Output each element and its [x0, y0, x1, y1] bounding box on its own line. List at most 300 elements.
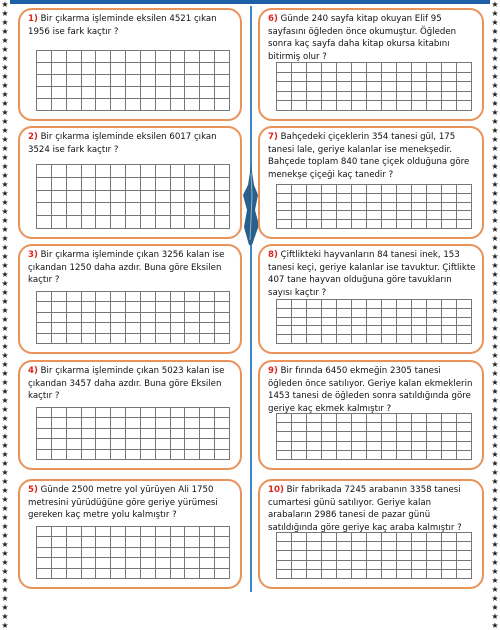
grid-cell[interactable] [367, 92, 382, 102]
grid-cell[interactable] [397, 414, 412, 423]
grid-cell[interactable] [185, 418, 200, 428]
grid-cell[interactable] [82, 75, 97, 87]
grid-cell[interactable] [37, 178, 52, 191]
grid-cell[interactable] [457, 542, 472, 551]
grid-cell[interactable] [427, 561, 442, 570]
grid-cell[interactable] [37, 429, 52, 439]
grid-cell[interactable] [111, 527, 126, 537]
grid-cell[interactable] [352, 561, 367, 570]
grid-cell[interactable] [322, 318, 337, 327]
grid-cell[interactable] [67, 527, 82, 537]
grid-cell[interactable] [322, 194, 337, 203]
grid-cell[interactable] [352, 551, 367, 560]
grid-cell[interactable] [52, 51, 67, 63]
answer-grid-3[interactable] [36, 291, 230, 344]
grid-cell[interactable] [367, 570, 382, 579]
grid-cell[interactable] [200, 99, 215, 111]
grid-cell[interactable] [126, 418, 141, 428]
grid-cell[interactable] [307, 309, 322, 318]
grid-cell[interactable] [200, 527, 215, 537]
grid-cell[interactable] [427, 551, 442, 560]
grid-cell[interactable] [367, 335, 382, 344]
grid-cell[interactable] [442, 432, 457, 441]
grid-cell[interactable] [82, 87, 97, 99]
grid-cell[interactable] [322, 92, 337, 102]
grid-cell[interactable] [82, 292, 97, 302]
grid-cell[interactable] [215, 165, 230, 178]
grid-cell[interactable] [141, 99, 156, 111]
grid-cell[interactable] [307, 561, 322, 570]
grid-cell[interactable] [322, 451, 337, 460]
grid-cell[interactable] [67, 558, 82, 568]
grid-cell[interactable] [322, 185, 337, 194]
grid-cell[interactable] [292, 326, 307, 335]
grid-cell[interactable] [200, 334, 215, 344]
grid-cell[interactable] [292, 194, 307, 203]
grid-cell[interactable] [307, 423, 322, 432]
grid-cell[interactable] [457, 73, 472, 83]
grid-cell[interactable] [215, 558, 230, 568]
grid-cell[interactable] [200, 537, 215, 547]
grid-cell[interactable] [171, 548, 186, 558]
grid-cell[interactable] [37, 323, 52, 333]
grid-cell[interactable] [337, 432, 352, 441]
grid-cell[interactable] [96, 527, 111, 537]
grid-cell[interactable] [277, 63, 292, 73]
grid-cell[interactable] [412, 318, 427, 327]
grid-cell[interactable] [67, 216, 82, 229]
grid-cell[interactable] [367, 300, 382, 309]
grid-cell[interactable] [352, 318, 367, 327]
grid-cell[interactable] [352, 300, 367, 309]
grid-cell[interactable] [185, 191, 200, 204]
grid-cell[interactable] [352, 335, 367, 344]
grid-cell[interactable] [126, 439, 141, 449]
grid-cell[interactable] [352, 423, 367, 432]
grid-cell[interactable] [352, 101, 367, 111]
grid-cell[interactable] [111, 558, 126, 568]
grid-cell[interactable] [277, 442, 292, 451]
grid-cell[interactable] [215, 75, 230, 87]
grid-cell[interactable] [156, 165, 171, 178]
grid-cell[interactable] [307, 82, 322, 92]
grid-cell[interactable] [52, 450, 67, 460]
grid-cell[interactable] [367, 309, 382, 318]
grid-cell[interactable] [82, 323, 97, 333]
grid-cell[interactable] [52, 165, 67, 178]
grid-cell[interactable] [337, 326, 352, 335]
grid-cell[interactable] [67, 429, 82, 439]
grid-cell[interactable] [277, 414, 292, 423]
grid-cell[interactable] [337, 423, 352, 432]
grid-cell[interactable] [82, 178, 97, 191]
grid-cell[interactable] [367, 211, 382, 220]
grid-cell[interactable] [111, 75, 126, 87]
grid-cell[interactable] [457, 326, 472, 335]
grid-cell[interactable] [141, 87, 156, 99]
grid-cell[interactable] [52, 99, 67, 111]
grid-cell[interactable] [367, 101, 382, 111]
grid-cell[interactable] [215, 313, 230, 323]
grid-cell[interactable] [185, 548, 200, 558]
grid-cell[interactable] [457, 561, 472, 570]
grid-cell[interactable] [126, 292, 141, 302]
grid-cell[interactable] [457, 300, 472, 309]
grid-cell[interactable] [52, 63, 67, 75]
grid-cell[interactable] [322, 561, 337, 570]
grid-cell[interactable] [111, 408, 126, 418]
grid-cell[interactable] [367, 533, 382, 542]
grid-cell[interactable] [442, 309, 457, 318]
grid-cell[interactable] [322, 63, 337, 73]
grid-cell[interactable] [111, 99, 126, 111]
grid-cell[interactable] [200, 323, 215, 333]
grid-cell[interactable] [185, 323, 200, 333]
grid-cell[interactable] [96, 313, 111, 323]
grid-cell[interactable] [277, 318, 292, 327]
grid-cell[interactable] [156, 323, 171, 333]
grid-cell[interactable] [156, 429, 171, 439]
grid-cell[interactable] [200, 429, 215, 439]
grid-cell[interactable] [67, 87, 82, 99]
grid-cell[interactable] [292, 92, 307, 102]
grid-cell[interactable] [37, 537, 52, 547]
grid-cell[interactable] [215, 418, 230, 428]
grid-cell[interactable] [277, 92, 292, 102]
grid-cell[interactable] [352, 451, 367, 460]
grid-cell[interactable] [96, 178, 111, 191]
grid-cell[interactable] [277, 211, 292, 220]
grid-cell[interactable] [367, 194, 382, 203]
grid-cell[interactable] [352, 220, 367, 229]
grid-cell[interactable] [277, 423, 292, 432]
grid-cell[interactable] [67, 75, 82, 87]
grid-cell[interactable] [215, 323, 230, 333]
grid-cell[interactable] [382, 185, 397, 194]
grid-cell[interactable] [185, 537, 200, 547]
grid-cell[interactable] [442, 92, 457, 102]
grid-cell[interactable] [397, 423, 412, 432]
grid-cell[interactable] [37, 558, 52, 568]
grid-cell[interactable] [442, 442, 457, 451]
grid-cell[interactable] [427, 101, 442, 111]
grid-cell[interactable] [382, 73, 397, 83]
grid-cell[interactable] [457, 335, 472, 344]
grid-cell[interactable] [277, 194, 292, 203]
grid-cell[interactable] [141, 51, 156, 63]
grid-cell[interactable] [215, 569, 230, 579]
grid-cell[interactable] [171, 302, 186, 312]
grid-cell[interactable] [337, 73, 352, 83]
grid-cell[interactable] [382, 432, 397, 441]
grid-cell[interactable] [277, 561, 292, 570]
grid-cell[interactable] [37, 313, 52, 323]
grid-cell[interactable] [96, 51, 111, 63]
grid-cell[interactable] [141, 75, 156, 87]
grid-cell[interactable] [292, 220, 307, 229]
grid-cell[interactable] [427, 318, 442, 327]
grid-cell[interactable] [412, 432, 427, 441]
grid-cell[interactable] [412, 570, 427, 579]
grid-cell[interactable] [67, 450, 82, 460]
grid-cell[interactable] [37, 99, 52, 111]
answer-grid-5[interactable] [36, 526, 230, 579]
grid-cell[interactable] [171, 165, 186, 178]
grid-cell[interactable] [185, 408, 200, 418]
grid-cell[interactable] [352, 203, 367, 212]
grid-cell[interactable] [52, 334, 67, 344]
grid-cell[interactable] [397, 211, 412, 220]
grid-cell[interactable] [126, 51, 141, 63]
grid-cell[interactable] [427, 194, 442, 203]
grid-cell[interactable] [382, 551, 397, 560]
grid-cell[interactable] [277, 533, 292, 542]
grid-cell[interactable] [52, 216, 67, 229]
grid-cell[interactable] [307, 92, 322, 102]
grid-cell[interactable] [67, 99, 82, 111]
grid-cell[interactable] [457, 432, 472, 441]
grid-cell[interactable] [337, 570, 352, 579]
grid-cell[interactable] [397, 442, 412, 451]
grid-cell[interactable] [96, 450, 111, 460]
grid-cell[interactable] [412, 194, 427, 203]
grid-cell[interactable] [171, 537, 186, 547]
grid-cell[interactable] [382, 101, 397, 111]
grid-cell[interactable] [126, 165, 141, 178]
grid-cell[interactable] [382, 542, 397, 551]
grid-cell[interactable] [367, 82, 382, 92]
grid-cell[interactable] [442, 300, 457, 309]
grid-cell[interactable] [292, 432, 307, 441]
grid-cell[interactable] [337, 309, 352, 318]
grid-cell[interactable] [126, 313, 141, 323]
grid-cell[interactable] [337, 533, 352, 542]
grid-cell[interactable] [427, 203, 442, 212]
grid-cell[interactable] [141, 408, 156, 418]
grid-cell[interactable] [37, 439, 52, 449]
grid-cell[interactable] [82, 569, 97, 579]
grid-cell[interactable] [457, 101, 472, 111]
grid-cell[interactable] [67, 569, 82, 579]
grid-cell[interactable] [126, 87, 141, 99]
grid-cell[interactable] [382, 423, 397, 432]
grid-cell[interactable] [111, 191, 126, 204]
grid-cell[interactable] [352, 432, 367, 441]
grid-cell[interactable] [412, 335, 427, 344]
grid-cell[interactable] [215, 178, 230, 191]
grid-cell[interactable] [171, 527, 186, 537]
grid-cell[interactable] [215, 439, 230, 449]
grid-cell[interactable] [337, 542, 352, 551]
grid-cell[interactable] [292, 318, 307, 327]
grid-cell[interactable] [96, 418, 111, 428]
grid-cell[interactable] [111, 313, 126, 323]
grid-cell[interactable] [200, 302, 215, 312]
grid-cell[interactable] [215, 429, 230, 439]
grid-cell[interactable] [52, 527, 67, 537]
grid-cell[interactable] [141, 313, 156, 323]
grid-cell[interactable] [397, 203, 412, 212]
grid-cell[interactable] [442, 101, 457, 111]
grid-cell[interactable] [141, 537, 156, 547]
grid-cell[interactable] [277, 326, 292, 335]
grid-cell[interactable] [382, 414, 397, 423]
grid-cell[interactable] [397, 533, 412, 542]
grid-cell[interactable] [382, 335, 397, 344]
grid-cell[interactable] [337, 92, 352, 102]
grid-cell[interactable] [322, 423, 337, 432]
grid-cell[interactable] [156, 75, 171, 87]
grid-cell[interactable] [292, 73, 307, 83]
grid-cell[interactable] [292, 442, 307, 451]
grid-cell[interactable] [457, 203, 472, 212]
grid-cell[interactable] [37, 203, 52, 216]
grid-cell[interactable] [141, 429, 156, 439]
grid-cell[interactable] [307, 451, 322, 460]
grid-cell[interactable] [200, 408, 215, 418]
grid-cell[interactable] [37, 569, 52, 579]
grid-cell[interactable] [457, 194, 472, 203]
grid-cell[interactable] [171, 203, 186, 216]
grid-cell[interactable] [126, 302, 141, 312]
grid-cell[interactable] [397, 309, 412, 318]
grid-cell[interactable] [37, 418, 52, 428]
grid-cell[interactable] [397, 561, 412, 570]
grid-cell[interactable] [442, 194, 457, 203]
grid-cell[interactable] [141, 569, 156, 579]
grid-cell[interactable] [185, 165, 200, 178]
grid-cell[interactable] [397, 335, 412, 344]
grid-cell[interactable] [52, 323, 67, 333]
grid-cell[interactable] [82, 302, 97, 312]
grid-cell[interactable] [171, 191, 186, 204]
grid-cell[interactable] [322, 432, 337, 441]
grid-cell[interactable] [82, 165, 97, 178]
grid-cell[interactable] [382, 326, 397, 335]
grid-cell[interactable] [52, 75, 67, 87]
grid-cell[interactable] [442, 414, 457, 423]
grid-cell[interactable] [156, 63, 171, 75]
grid-cell[interactable] [322, 220, 337, 229]
grid-cell[interactable] [322, 542, 337, 551]
grid-cell[interactable] [277, 73, 292, 83]
grid-cell[interactable] [277, 432, 292, 441]
grid-cell[interactable] [215, 292, 230, 302]
grid-cell[interactable] [427, 211, 442, 220]
grid-cell[interactable] [82, 527, 97, 537]
grid-cell[interactable] [37, 191, 52, 204]
grid-cell[interactable] [277, 220, 292, 229]
grid-cell[interactable] [277, 570, 292, 579]
grid-cell[interactable] [126, 178, 141, 191]
grid-cell[interactable] [337, 300, 352, 309]
grid-cell[interactable] [126, 216, 141, 229]
grid-cell[interactable] [337, 442, 352, 451]
grid-cell[interactable] [322, 570, 337, 579]
answer-grid-4[interactable] [36, 407, 230, 460]
grid-cell[interactable] [307, 432, 322, 441]
grid-cell[interactable] [382, 318, 397, 327]
grid-cell[interactable] [82, 51, 97, 63]
grid-cell[interactable] [156, 203, 171, 216]
grid-cell[interactable] [277, 451, 292, 460]
grid-cell[interactable] [427, 220, 442, 229]
grid-cell[interactable] [367, 423, 382, 432]
grid-cell[interactable] [171, 292, 186, 302]
grid-cell[interactable] [141, 334, 156, 344]
grid-cell[interactable] [322, 300, 337, 309]
grid-cell[interactable] [215, 87, 230, 99]
grid-cell[interactable] [141, 165, 156, 178]
grid-cell[interactable] [307, 63, 322, 73]
grid-cell[interactable] [96, 334, 111, 344]
grid-cell[interactable] [382, 63, 397, 73]
grid-cell[interactable] [185, 558, 200, 568]
grid-cell[interactable] [141, 63, 156, 75]
grid-cell[interactable] [111, 63, 126, 75]
grid-cell[interactable] [82, 418, 97, 428]
grid-cell[interactable] [156, 537, 171, 547]
grid-cell[interactable] [367, 63, 382, 73]
grid-cell[interactable] [156, 313, 171, 323]
grid-cell[interactable] [322, 442, 337, 451]
grid-cell[interactable] [126, 63, 141, 75]
grid-cell[interactable] [442, 423, 457, 432]
grid-cell[interactable] [322, 73, 337, 83]
grid-cell[interactable] [352, 194, 367, 203]
grid-cell[interactable] [126, 323, 141, 333]
grid-cell[interactable] [200, 191, 215, 204]
grid-cell[interactable] [141, 450, 156, 460]
grid-cell[interactable] [156, 548, 171, 558]
grid-cell[interactable] [111, 537, 126, 547]
grid-cell[interactable] [156, 408, 171, 418]
grid-cell[interactable] [171, 99, 186, 111]
grid-cell[interactable] [171, 63, 186, 75]
grid-cell[interactable] [292, 309, 307, 318]
grid-cell[interactable] [307, 551, 322, 560]
grid-cell[interactable] [307, 570, 322, 579]
grid-cell[interactable] [382, 82, 397, 92]
grid-cell[interactable] [215, 537, 230, 547]
grid-cell[interactable] [215, 203, 230, 216]
grid-cell[interactable] [352, 533, 367, 542]
grid-cell[interactable] [215, 302, 230, 312]
grid-cell[interactable] [171, 87, 186, 99]
grid-cell[interactable] [427, 423, 442, 432]
grid-cell[interactable] [156, 334, 171, 344]
grid-cell[interactable] [382, 203, 397, 212]
grid-cell[interactable] [215, 408, 230, 418]
grid-cell[interactable] [382, 194, 397, 203]
grid-cell[interactable] [397, 82, 412, 92]
grid-cell[interactable] [111, 216, 126, 229]
grid-cell[interactable] [322, 414, 337, 423]
grid-cell[interactable] [412, 414, 427, 423]
grid-cell[interactable] [96, 87, 111, 99]
grid-cell[interactable] [352, 211, 367, 220]
grid-cell[interactable] [382, 442, 397, 451]
grid-cell[interactable] [185, 569, 200, 579]
grid-cell[interactable] [352, 185, 367, 194]
grid-cell[interactable] [412, 561, 427, 570]
grid-cell[interactable] [412, 211, 427, 220]
grid-cell[interactable] [442, 570, 457, 579]
grid-cell[interactable] [292, 335, 307, 344]
grid-cell[interactable] [52, 548, 67, 558]
grid-cell[interactable] [292, 542, 307, 551]
grid-cell[interactable] [126, 191, 141, 204]
